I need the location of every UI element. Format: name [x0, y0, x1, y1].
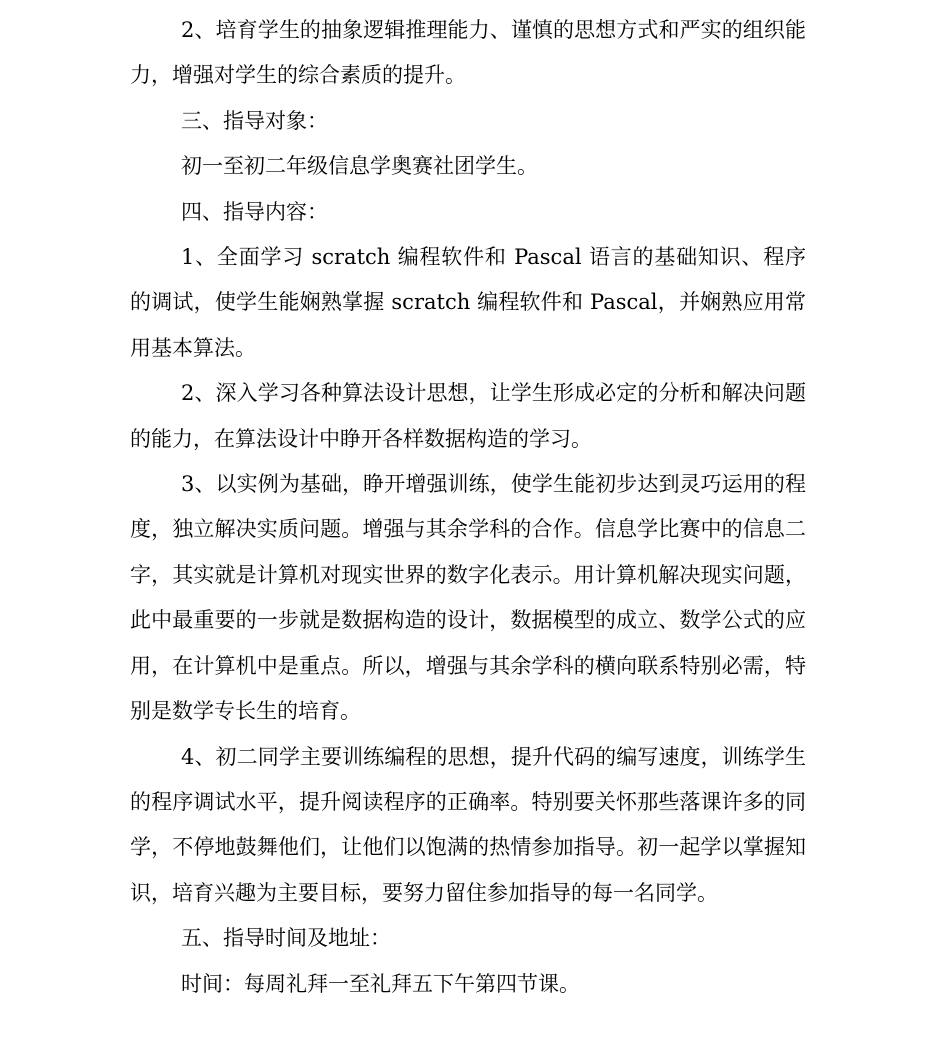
- heading-guidance-content: 四、指导内容：: [181, 199, 328, 224]
- document-page: [130, 8, 806, 1007]
- paragraph-training-goal-2: 2、培育学生的抽象逻辑推理能力、谨慎的思想方式和严实的组织能力，增强对学生的综合素质的提升。: [130, 18, 806, 88]
- paragraph-content-item-4: 4、初二同学主要训练编程的思想，提升代码的编写速度，训练学生的程序调试水平，提升阅读程序的正确率。特别要关怀那些落课许多的同学，不停地鼓舞他们，让他们以饱满的热情参加指导。初一起学以掌握知识，培育兴趣为主要目标，要努力留住参加指导的每一名同学。: [130, 744, 806, 905]
- paragraph-target-students: 初一至初二年级信息学奥赛社团学生。: [181, 154, 538, 179]
- paragraph-schedule-time: 时间：每周礼拜一至礼拜五下午第四节课。: [181, 971, 580, 996]
- heading-guidance-target: 三、指导对象：: [181, 108, 328, 133]
- heading-time-and-place: 五、指导时间及地址：: [181, 926, 391, 951]
- paragraph-content-item-3: 3、以实例为基础，睁开增强训练，使学生能初步达到灵巧运用的程度，独立解决实质问题。增强与其余学科的合作。信息学比赛中的信息二字，其实就是计算机对现实世界的数字化表示。用计算机解决现实问题，此中最重要的一步就是数据构造的设计，数据模型的成立、数学公式的应用，在计算机中是重点。所以，增强与其余学科的横向联系特别必需，特别是数学专长生的培育。: [130, 472, 806, 724]
- paragraph-content-item-2: 2、深入学习各种算法设计思想，让学生形成必定的分析和解决问题的能力，在算法设计中睁开各样数据构造的学习。: [130, 381, 806, 451]
- paragraph-content-item-1: 1、全面学习 scratch 编程软件和 Pascal 语言的基础知识、程序的调试，使学生能娴熟掌握 scratch 编程软件和 Pascal，并娴熟应用常用基本算法。: [130, 245, 806, 360]
